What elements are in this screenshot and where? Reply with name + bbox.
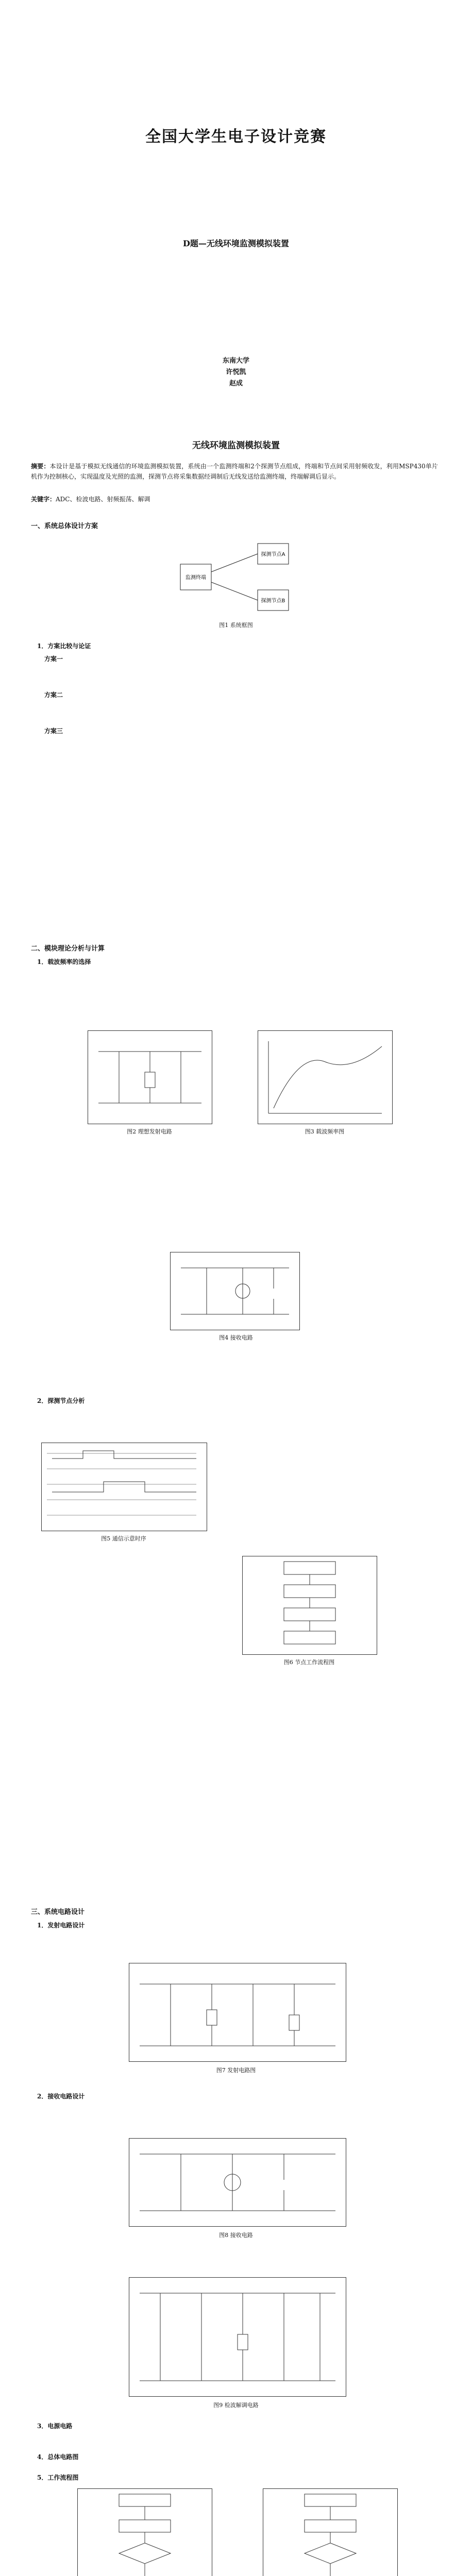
section-heading-3-4: 4．总体电路图 — [37, 2453, 79, 2461]
figure-2-caption: 图2 理想发射电路 — [127, 1128, 172, 1135]
abstract-body: 本设计是基于模拟无线通信的环境监测模拟装置，系统由一个监测终端和2个探测节点组成，终端和节点间采用射频收发，利用MSP430单片机作为控制核心，实现温度及光照的监测，探测节点将采集数据经调制后无线发送给监测终端，终端解调后显示。 — [31, 463, 438, 480]
figure-6-caption: 图6 节点工作流程图 — [283, 1659, 335, 1666]
fig1-label-node-b: 探测节点B — [261, 598, 285, 604]
fig1-label-terminal: 监测终端 — [186, 575, 206, 581]
section-heading-3-1: 1．发射电路设计 — [37, 1922, 85, 1929]
abstract — [31, 461, 438, 482]
author-2: 赵成 — [229, 380, 243, 387]
school-name: 东南大学 — [222, 357, 249, 365]
keywords-text: ADC、检波电路、射频振荡、解调 — [56, 496, 150, 503]
cover-subtitle: D题—无线环境监测模拟装置 — [183, 239, 289, 248]
option-2-heading: 方案二 — [44, 691, 63, 699]
section-heading-3-2: 2．接收电路设计 — [37, 2093, 85, 2100]
option-3-heading: 方案三 — [44, 727, 63, 735]
section-heading-1-1: 1．方案比较与论证 — [37, 642, 91, 650]
abstract-label: 摘要： — [31, 463, 50, 470]
abstract-heading: 无线环境监测模拟装置 — [192, 440, 280, 451]
fig1-label-node-a: 探测节点A — [261, 552, 285, 557]
cover-title: 全国大学生电子设计竞赛 — [145, 128, 327, 146]
figure-7-caption: 图7 发射电路图 — [216, 2067, 256, 2074]
figure-11-flow — [263, 2488, 398, 2576]
figure-4-caption: 图4 接收电路 — [219, 1334, 253, 1341]
figure-4-schematic — [170, 1252, 300, 1330]
section-heading-3-5: 5．工作流程图 — [37, 2474, 79, 2481]
figure-10-flow — [77, 2488, 212, 2576]
option-1-heading: 方案一 — [44, 655, 63, 663]
figure-1-caption: 图1 系统框图 — [219, 622, 253, 629]
figure-1-block-diagram — [170, 536, 299, 618]
figure-3-caption: 图3 载波频率图 — [305, 1128, 345, 1135]
figure-8-caption: 图8 接收电路 — [219, 2232, 253, 2239]
author-1: 许悦凯 — [226, 368, 246, 376]
figure-2-schematic — [88, 1030, 212, 1124]
keywords — [31, 495, 438, 503]
figure-5-timing — [41, 1443, 207, 1531]
figure-9-schematic — [129, 2277, 346, 2397]
section-heading-2-2: 2．探测节点分析 — [37, 1397, 85, 1404]
figure-3-plot — [258, 1030, 393, 1124]
cover-meta — [0, 355, 472, 389]
section-heading-3: 三、系统电路设计 — [31, 1908, 85, 1916]
section-heading-3-3: 3．电源电路 — [37, 2422, 73, 2430]
section-heading-2-1: 1．载波频率的选择 — [37, 958, 91, 965]
figure-7-schematic — [129, 1963, 346, 2062]
figure-8-schematic — [129, 2138, 346, 2227]
figure-9-caption: 图9 检波解调电路 — [213, 2402, 259, 2409]
section-heading-2: 二、模块理论分析与计算 — [31, 945, 105, 953]
figure-6-flow — [242, 1556, 377, 1655]
figure-5-caption: 图5 通信示意时序 — [101, 1535, 146, 1542]
section-heading-1: 一、系统总体设计方案 — [31, 522, 98, 530]
keywords-label: 关键字： — [31, 496, 56, 503]
